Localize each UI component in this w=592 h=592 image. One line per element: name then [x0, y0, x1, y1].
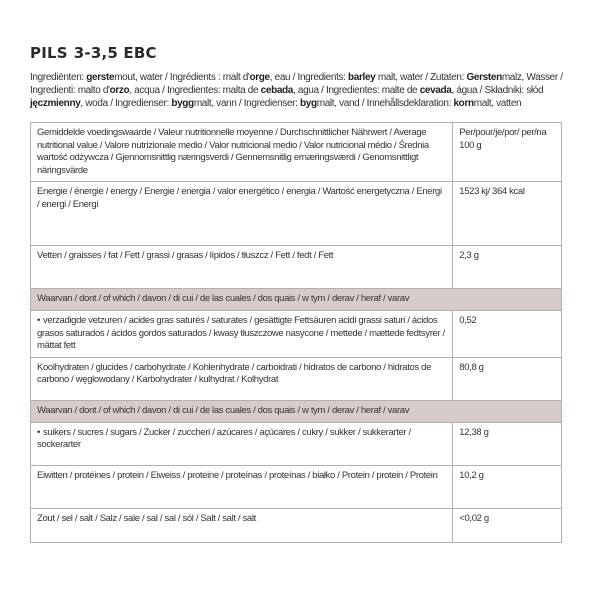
allergen-word: orzo — [109, 85, 130, 96]
allergen-word: korn — [453, 98, 474, 109]
ingredient-text: malt, water / Zutaten: — [375, 72, 467, 83]
nutrient-value: 0,52 — [453, 311, 562, 358]
allergen-word: jęczmienny — [30, 98, 81, 109]
ingredient-text: , acqua / Ingredientes: malta de — [129, 85, 261, 96]
ingredient-text: malt, vann / Ingredienser: — [193, 98, 300, 109]
subheader-row — [31, 289, 562, 311]
allergen-word: gerste — [86, 72, 115, 83]
table-row — [31, 357, 562, 400]
ingredient-text: , woda / Ingredienser: — [80, 98, 172, 109]
nutrient-label-cell — [31, 400, 562, 422]
nutrient-label-cell — [31, 465, 453, 508]
nutrient-label-cell — [31, 422, 453, 465]
nutrient-label-cell — [31, 182, 453, 246]
nutrient-value: 80,8 g — [453, 357, 562, 400]
ingredient-text: malz, Wasser / Ingredienti: malto d' — [30, 72, 563, 96]
table-row — [31, 123, 562, 182]
nutrient-value: Per/pour/je/por/ per/na 100 g — [453, 123, 562, 182]
allergen-word: orge — [249, 72, 270, 83]
nutrient-label-cell — [31, 246, 453, 289]
nutrient-label: Gemiddelde voedingswaarde / Valeur nutritionnelle moyenne / Durchschnittlicher Nährwert / Average nutritional value / Valore nutrizionale medio / Valor nutricional medio / Valor nutricional médio / Średnia wartość odżywcza / Gjennomsnittlig næringsverdi / Gennemsnitlig ernæringsværdi / Genomsnittligt näringsvärde — [37, 127, 429, 176]
nutrient-value: <0,02 g — [453, 508, 562, 542]
nutrient-label-cell — [31, 123, 453, 182]
nutrient-label: suikers / sucres / sugars / Zucker / zuccheri / azúcares / açúcares / cukry / sukker / sukkerarter / sockerarter — [37, 426, 411, 450]
table-row — [31, 508, 562, 542]
nutrient-label-cell — [31, 289, 562, 311]
nutrient-label: Waarvan / dont / of which / davon / di cui / de las cuales / dos quais / w tym / derav / heraf / varav — [37, 293, 410, 304]
allergen-word: byg — [300, 98, 317, 109]
nutrient-value: 2,3 g — [453, 246, 562, 289]
bullet-icon: • — [37, 315, 40, 326]
nutrient-label: Koolhydraten / glucides / carbohydrate / Kohlenhydrate / carboidrati / hidratos de carbono / hidratos de carbono / węglowodany / Karbohydrater / kulhydrat / Kolhydrat — [37, 361, 432, 385]
ingredient-text: Ingrediënten: — [30, 72, 87, 83]
subheader-row — [31, 400, 562, 422]
table-row — [31, 422, 562, 465]
ingredients-text — [30, 71, 565, 110]
nutrition-table — [30, 122, 562, 543]
product-name: PILS — [30, 44, 68, 62]
allergen-word: cebada — [260, 85, 294, 96]
nutrient-label-cell — [31, 357, 453, 400]
nutrient-label: Zout / sel / salt / Salz / sale / sal / sal / sól / Salt / salt / salt — [37, 512, 256, 524]
ingredient-text: , agua / Ingredientes: malte de — [293, 85, 420, 96]
ingredient-text: malt, vatten — [473, 98, 522, 109]
allergen-word: cevada — [419, 85, 452, 96]
product-title — [30, 44, 163, 62]
nutrient-label: verzadigde vetzuren / acides gras saturés / saturates / gesättigte Fettsäuren acidi grassi saturi / ácidos grasos saturados / ácidos gordos saturados / kwasy tłuszczowe nasycone / mettede / mættede fedtsyrer / mättat fett — [37, 315, 445, 351]
nutrient-value: 12,38 g — [453, 422, 562, 465]
allergen-word: bygg — [171, 98, 194, 109]
bullet-icon: • — [37, 426, 40, 438]
table-row — [31, 246, 562, 289]
allergen-word: barley — [348, 72, 376, 83]
nutrient-value: 10,2 g — [453, 465, 562, 508]
ingredient-text: malt, vand / Innehållsdeklaration: — [316, 98, 454, 109]
table-row — [31, 311, 562, 358]
ingredient-text: mout, water / Ingrédients : malt d' — [114, 72, 250, 83]
ingredient-text: , eau / Ingredients: — [269, 72, 349, 83]
nutrient-value: 1523 kj/ 364 kcal — [453, 182, 562, 246]
nutrient-label: Waarvan / dont / of which / davon / di cui / de las cuales / dos quais / w tym / derav / heraf / varav — [37, 404, 410, 416]
nutrient-label: Vetten / graisses / fat / Fett / grassi / grasas / lípidos / tłuszcz / Fett / fedt / Fett — [37, 250, 334, 261]
product-ebc: 3-3,5 EBC — [73, 44, 157, 62]
ingredient-text: , água / Składniki: słód — [451, 85, 544, 96]
nutrient-label: Eiwitten / protéines / protein / Eiweiss / proteine / proteínas / proteínas / białko / Protein / protein / Protein — [37, 469, 438, 481]
nutrient-label-cell — [31, 311, 453, 358]
table-row — [31, 182, 562, 246]
table-row — [31, 465, 562, 508]
nutrient-label-cell — [31, 508, 453, 542]
allergen-word: Gersten — [466, 72, 502, 83]
nutrient-label: Energie / énergie / energy / Energie / energia / valor energético / energia / Wartość energetyczna / Energi / energi / Energi — [37, 186, 442, 210]
